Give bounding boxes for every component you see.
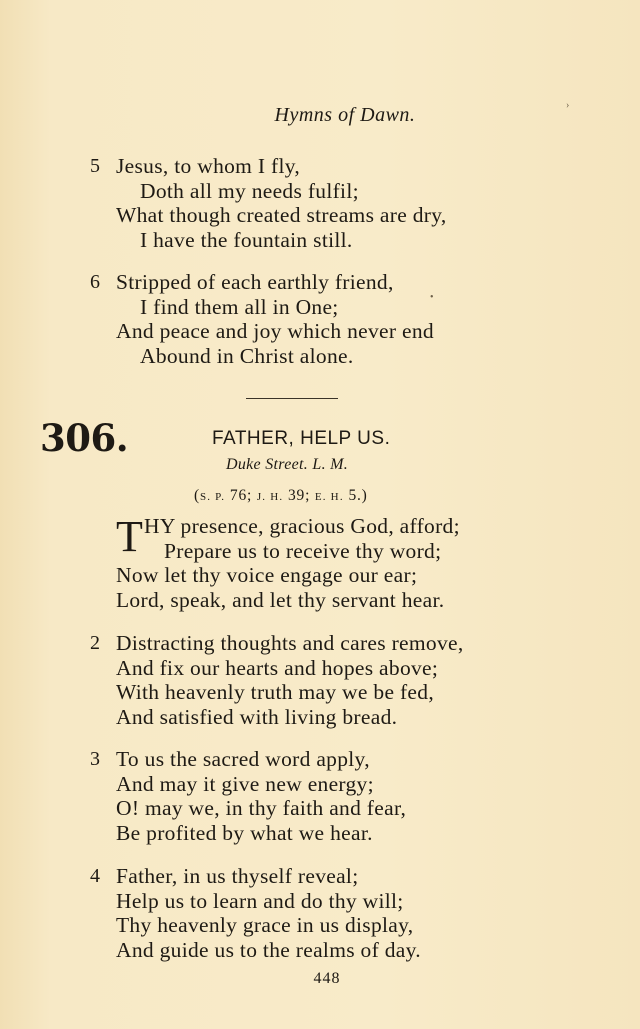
- stanza-line: With heavenly truth may we be fed,: [116, 680, 434, 705]
- stanza-line: [92, 270, 434, 295]
- stanza-line: Doth all my needs fulfil;: [140, 178, 359, 203]
- ref-sp: S. P.: [199, 491, 226, 503]
- drop-cap: T: [116, 512, 144, 561]
- ref-eh-num: 5.): [343, 487, 368, 504]
- stanza-line: And may it give new energy;: [116, 771, 374, 796]
- stanza-line: Now let thy voice engage our ear;: [116, 563, 418, 588]
- stanza-line: HY presence, gracious God, afford;: [144, 514, 460, 538]
- stanza-line: Prepare us to receive thy word;: [164, 538, 442, 563]
- stanza-line: What though created streams are dry,: [116, 203, 447, 228]
- stanza-line: Abound in Christ alone.: [140, 344, 354, 369]
- line-text: To us the sacred word apply,: [116, 747, 370, 771]
- print-speck: ›: [566, 100, 570, 111]
- stanza-line: O! may we, in thy faith and fear,: [116, 796, 407, 821]
- stanza-number: 6: [90, 271, 101, 293]
- line-text: Jesus, to whom I fly,: [116, 154, 301, 178]
- refs-open: (: [194, 487, 200, 504]
- stanza-line: Thy heavenly grace in us display,: [116, 913, 414, 938]
- ref-jh: J. H.: [256, 491, 284, 503]
- running-head: Hymns of Dawn.: [274, 104, 416, 126]
- stanza-number: 5: [90, 155, 101, 177]
- tune-name: Duke Street. L. M.: [226, 456, 349, 473]
- stanza-1: [92, 514, 460, 613]
- stanza-6: [92, 270, 434, 369]
- line-text: Stripped of each earthly friend,: [116, 270, 394, 294]
- stanza-line: [92, 747, 406, 772]
- stanza-line: Help us to learn and do thy will;: [116, 888, 404, 913]
- stanza-3: [92, 747, 406, 846]
- hymn-title: FATHER, HELP US.: [212, 428, 391, 449]
- stanza-line: Lord, speak, and let thy servant hear.: [116, 588, 445, 613]
- stanza-line: Be profited by what we hear.: [116, 821, 373, 846]
- stanza-number: 2: [90, 632, 101, 654]
- ref-jh-num: 39;: [283, 487, 315, 504]
- stanza-number: 3: [90, 748, 101, 770]
- print-speck: •: [430, 292, 434, 303]
- stanza-line: And peace and joy which never end: [116, 319, 434, 344]
- stanza-line: [92, 631, 464, 656]
- section-divider: [246, 398, 338, 399]
- stanza-4: [92, 864, 421, 963]
- stanza-line: [92, 154, 447, 179]
- hymn-references: [194, 487, 368, 505]
- stanza-line: And satisfied with living bread.: [116, 705, 398, 730]
- stanza-line: I have the fountain still.: [140, 228, 353, 253]
- line-text: Distracting thoughts and cares remove,: [116, 631, 464, 655]
- page-number: 448: [313, 970, 341, 987]
- stanza-2: [92, 631, 464, 730]
- line-text: Father, in us thyself reveal;: [116, 864, 359, 888]
- stanza-line: I find them all in One;: [140, 294, 339, 319]
- stanza-line: And guide us to the realms of day.: [116, 938, 421, 963]
- ref-eh: E. H.: [314, 491, 344, 503]
- ref-sp-num: 76;: [225, 487, 257, 504]
- stanza-number: 4: [90, 865, 101, 887]
- stanza-line: [92, 864, 421, 889]
- stanza-line: And fix our hearts and hopes above;: [116, 655, 439, 680]
- stanza-5: [92, 154, 447, 253]
- hymn-number: 306.: [40, 416, 129, 460]
